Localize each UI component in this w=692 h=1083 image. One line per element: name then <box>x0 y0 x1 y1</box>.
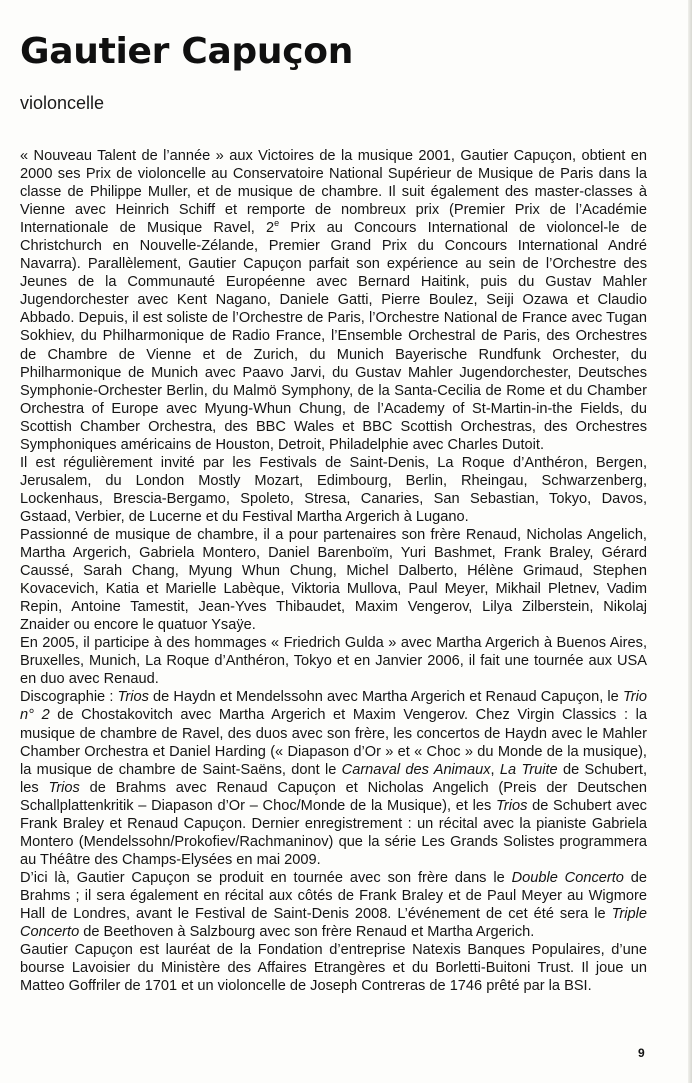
italic-title: Triple Concerto <box>20 905 647 941</box>
text-run: Discographie : <box>20 689 118 706</box>
text-run: de Haydn et Mendelssohn avec Martha Argerich et Renaud Capuçon, le <box>148 689 623 706</box>
text-run: Passionné de musique de chambre, il a pour partenaires son frère Renaud, Nicholas Angelich, Martha Argerich, Gabriela Montero, Daniel Barenboïm, Yuri Bashmet, Frank Braley, Gérard Caussé, Sarah Chang, Myung Whun Chung, Michel Dalberto, Hélène Grimaud, Stephen Kovacevich, Katia et Marielle Labèque, Viktoria Mullova, Paul Meyer, Mikhail Pletnev, Vadim Repin, Antoine Tamestit, Jean-Yves Thibaudet, Maxim Vengerov, Lilya Zilberstein, Nikolaj Znaider ou encore le quatuor Ysaÿe. <box>20 526 647 634</box>
biography-paragraph <box>20 454 647 526</box>
page-number: 9 <box>638 1046 645 1060</box>
text-run: « Nouveau Talent de l’année » aux Victoires de la musique 2001, Gautier Capuçon, obtient en 2000 ses Prix de violoncelle au Conservatoire National Supérieur de Musique de Paris dans la classe de Philippe Muller, et de musique de chambre. Il suit également des master-classes à Vienne avec Heinrich Schiff et remporte de nombreux prix (Premier Prix de l’Académie Internationale de Musique Ravel, 2 <box>20 148 647 237</box>
italic-title: Carnaval des Animaux <box>341 761 491 778</box>
page-edge <box>688 0 692 1083</box>
text-run: de Brahms ; il sera également en récital aux côtés de Frank Braley et de Paul Meyer au Wigmore Hall de Londres, avant le Festival de Saint-Denis 2008. L’événement de cet été sera le <box>20 869 647 922</box>
biography-paragraph <box>20 634 647 688</box>
text-run: de Brahms avec Renaud Capuçon et Nicholas Angelich (Preis der Deutschen Schallplattenkritik – Diapason d’Or – Choc/Monde de la Musique), et les <box>20 779 647 814</box>
italic-title: Trios <box>48 779 80 796</box>
italic-title: Trio n° 2 <box>20 689 647 724</box>
italic-title: Double Concerto <box>511 869 624 886</box>
text-run: , <box>490 761 500 778</box>
biography-paragraph <box>20 147 647 454</box>
page-subtitle: violoncelle <box>20 93 105 113</box>
biography-paragraph <box>20 688 647 868</box>
italic-title: Trios <box>117 689 149 706</box>
text-run: Prix au Concours International de violoncel-le de Christchurch en Nouvelle-Zélande, Premier Grand Prix du Concours International André Navarra). Parallèlement, Gautier Capuçon parfait son expérience au sein de l’Orchestre des Jeunes de la Communauté Européenne avec Bernard Haitink, puis du Gustav Mahler Jugendorchester avec Kent Nagano, Daniele Gatti, Pierre Boulez, Seiji Ozawa et Claudio Abbado. Depuis, il est soliste de l’Orchestre de Paris, l’Orchestre National de France avec Tugan Sokhiev, du Philharmonique de Radio France, l’Ensemble Orchestral de Paris, des Orchestres de Chambre de Vienne et de Zurich, du Munich Bayerische Rundfunk Orchester, du Philharmonique de Munich avec Paavo Jarvi, du Gustav Mahler Jugendorchester, Deutsches Symphonie-Orchester Berlin, du Malmö Symphony, de la Santa-Cecilia de Rome et du Chamber Orchestra of Europe avec Myung-Whun Chung, de l’Academy of St-Martin-in-the Fields, du Scottish Chamber Orchestra, des BBC Wales et BBC Scottish Orchestras, des Orchestres Symphoniques américains de Houston, Detroit, Philadelphie avec Charles Dutoit. <box>20 220 647 453</box>
text-run: D’ici là, Gautier Capuçon se produit en tournée avec son frère dans le <box>20 869 512 886</box>
biography-paragraph <box>20 526 647 634</box>
biography-text <box>20 147 647 995</box>
italic-title: Trios <box>496 797 528 814</box>
text-run: de Schubert, les <box>20 761 648 796</box>
biography-paragraph <box>20 869 647 941</box>
text-run: de Chostakovitch avec Martha Argerich et Maxim Vengerov. Chez Virgin Classics : la musique de chambre de Ravel, des duos avec son frère, les concertos de Haydn avec le Mahler Chamber Orchestra et Daniel Harding (« Diapason d’Or » et « Choc » du Monde de la musique), la musique de chambre de Saint-Saëns, dont le <box>20 707 647 778</box>
text-run: de Schubert avec Frank Braley et Renaud Capuçon. Dernier enregistrement : un récital avec la pianiste Gabriela Montero (Mendelssohn/Prokofiev/Rachmaninov) que la série Les Grands Solistes programmera au Théâtre des Champs-Elysées en mai 2009. <box>20 797 647 868</box>
page-title: Gautier Capuçon <box>20 31 354 72</box>
italic-title: La Truite <box>499 761 558 778</box>
text-run: En 2005, il participe à des hommages « Friedrich Gulda » avec Martha Argerich à Buenos Aires, Bruxelles, Munich, La Roque d’Anthéron, Tokyo et en Janvier 2006, il fait une tournée aux USA en duo avec Renaud. <box>20 635 647 688</box>
text-run: e <box>274 218 280 229</box>
biography-paragraph <box>20 941 647 995</box>
text-run: Il est régulièrement invité par les Festivals de Saint-Denis, La Roque d’Anthéron, Bergen, Jerusalem, du London Mostly Mozart, Edimbourg, Berlin, Rheingau, Schwarzenberg, Lockenhaus, Brescia-Bergamo, Spoleto, Stresa, Canaries, San Sebastian, Tokyo, Davos, Gstaad, Verbier, de Lucerne et du Festival Martha Argerich à Lugano. <box>20 454 647 525</box>
text-run: de Beethoven à Salzbourg avec son frère Renaud et Martha Argerich. <box>79 924 535 941</box>
text-run: Gautier Capuçon est lauréat de la Fondation d’entreprise Natexis Banques Populaires, d’une bourse Lavoisier du Ministère des Affaires Etrangères et du Borletti-Buitoni Trust. Il joue un Matteo Goffriler de 1701 et un violoncelle de Joseph Contreras de 1746 prêté par la BSI. <box>20 942 647 995</box>
